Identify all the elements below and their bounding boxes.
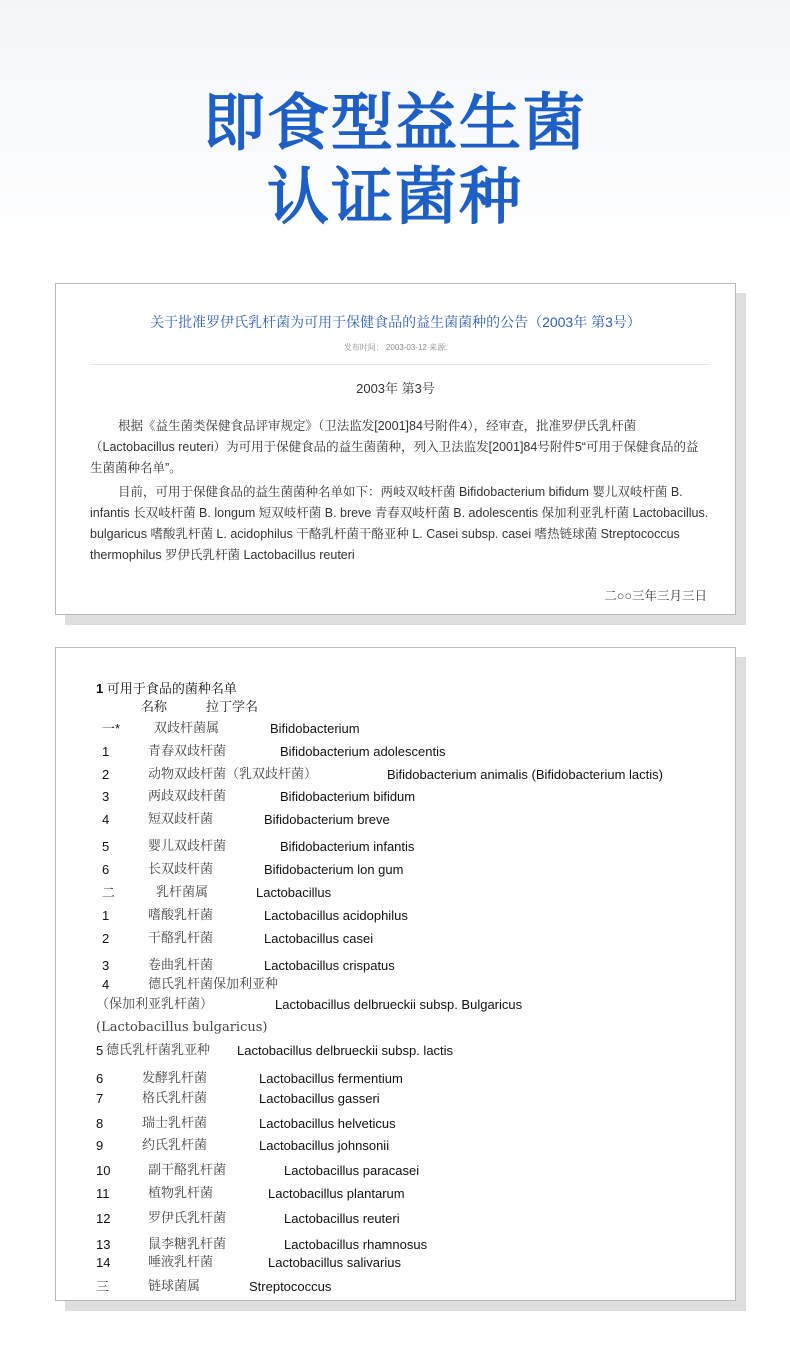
list-item <box>56 720 735 742</box>
list-item-number: 二 <box>102 885 116 900</box>
list-item-chinese-name: 动物双歧杆菌（乳双歧杆菌） <box>148 767 318 782</box>
list-item-chinese-name: （保加利亚乳杆菌） <box>96 997 214 1012</box>
list-item <box>56 1162 735 1184</box>
list-item <box>56 976 735 998</box>
list-item-number: 13 <box>96 1237 111 1252</box>
list-item <box>56 1090 735 1112</box>
list-item-number: 11 <box>96 1186 110 1201</box>
notice-meta: 发布时间： 2003-03-12 来源: <box>343 343 448 352</box>
list-item-chinese-name: 副干酪乳杆菌 <box>148 1163 227 1178</box>
list-item-latin-name: Bifidobacterium bifidum <box>280 789 416 804</box>
notice-number: 2003年 第3号 <box>356 381 435 396</box>
list-item <box>56 907 735 929</box>
list-item <box>56 1210 735 1232</box>
list-item-number: 10 <box>96 1163 111 1178</box>
list-item-latin-name: Lactobacillus delbrueckii subsp. lactis <box>237 1043 454 1058</box>
strain-list-card <box>55 647 736 1301</box>
list-item-chinese-name: 双歧杆菌属 <box>154 721 220 736</box>
list-item-chinese-name: 长双歧杆菌 <box>148 862 214 877</box>
list-item-number: 5 <box>102 839 110 854</box>
list-item-latin-name: Lactobacillus salivarius <box>268 1255 401 1270</box>
list-item-chinese-name: (Lactobacillus bulgaricus) <box>96 1020 268 1035</box>
list-title-text: 可用于食品的菌种名单 <box>103 681 237 696</box>
notice-date: 二○○三年三月三日 <box>604 589 707 603</box>
list-item-latin-name: Bifidobacterium adolescentis <box>280 744 446 759</box>
header-name: 名称 <box>141 699 168 714</box>
list-item <box>56 766 735 788</box>
list-item <box>56 1185 735 1207</box>
list-item-latin-name: Bifidobacterium breve <box>264 812 390 827</box>
list-item <box>56 930 735 952</box>
list-item-chinese-name: 德氏乳杆菌乳亚种 <box>106 1043 211 1058</box>
list-item-chinese-name: 德氏乳杆菌保加利亚种 <box>148 977 279 992</box>
list-item-number: 8 <box>96 1116 104 1131</box>
list-item-chinese-name: 格氏乳杆菌 <box>142 1091 208 1106</box>
list-item-chinese-name: 干酪乳杆菌 <box>148 931 214 946</box>
list-title-number: 1 <box>96 681 104 696</box>
hero-title-line2: 认证菌种 <box>266 160 523 233</box>
list-item-latin-name: Lactobacillus rhamnosus <box>284 1237 428 1252</box>
list-item <box>56 884 735 906</box>
list-item-latin-name: Lactobacillus casei <box>264 931 374 946</box>
list-item-chinese-name: 罗伊氏乳杆菌 <box>148 1211 227 1226</box>
list-item-number: 2 <box>102 931 110 946</box>
list-item-number: 14 <box>96 1255 111 1270</box>
hero-title-line1: 即食型益生菌 <box>202 86 587 159</box>
list-item <box>56 811 735 833</box>
list-item-latin-name: Lactobacillus paracasei <box>284 1163 420 1178</box>
list-item-number: 3 <box>102 789 110 804</box>
list-item <box>56 838 735 860</box>
list-item-latin-name: Lactobacillus helveticus <box>259 1116 396 1131</box>
list-item <box>56 1254 735 1276</box>
list-item-chinese-name: 嗜酸乳杆菌 <box>148 908 214 923</box>
notice-title[interactable]: 关于批准罗伊氏乳杆菌为可用于保健食品的益生菌菌种的公告（2003年 第3号） <box>150 314 641 330</box>
list-item <box>56 788 735 810</box>
list-item-number: 12 <box>96 1211 111 1226</box>
list-item-number: 9 <box>96 1138 104 1153</box>
list-item-number: 一* <box>102 721 121 736</box>
list-item-chinese-name: 乳杆菌属 <box>156 885 209 900</box>
header-latin: 拉丁学名 <box>206 699 259 714</box>
list-item-number: 4 <box>102 977 110 992</box>
notice-paragraph-2: 目前，可用于保健食品的益生菌菌种名单如下：两岐双岐杆菌 Bifidobacterium bifidum 婴儿双岐杆菌 B. infantis 长双岐杆菌 B. longum 短双岐杆菌 B. breve 青春双岐杆菌 B. adolescentis 保加利亚乳杆菌 Lactobacillus. bulgaricus 嗜酸乳杆菌 L. acidophilus 干酪乳杆菌干酪亚种 L. Casei subsp. casei 嗜热链球菌 Streptococcus thermophilus 罗伊氏乳杆菌 Lactobacillus reuteri <box>90 485 709 562</box>
list-item-chinese-name: 植物乳杆菌 <box>148 1186 214 1201</box>
list-item-chinese-name: 卷曲乳杆菌 <box>148 958 214 973</box>
list-item-chinese-name: 青春双歧杆菌 <box>148 744 227 759</box>
list-item <box>56 861 735 883</box>
list-item <box>56 1115 735 1137</box>
list-item-number: 三 <box>96 1279 110 1294</box>
list-item-chinese-name: 瑞士乳杆菌 <box>142 1116 208 1131</box>
divider <box>90 364 710 365</box>
list-item-chinese-name: 鼠李糖乳杆菌 <box>148 1237 227 1252</box>
list-item-latin-name: Lactobacillus <box>256 885 332 900</box>
list-item-number: 1 <box>102 908 110 923</box>
list-item-latin-name: Lactobacillus johnsonii <box>259 1138 390 1153</box>
list-item-chinese-name: 发酵乳杆菌 <box>142 1071 208 1086</box>
list-item-latin-name: Lactobacillus reuteri <box>284 1211 400 1226</box>
list-item-latin-name: Lactobacillus crispatus <box>264 958 395 973</box>
list-item-latin-name: Streptococcus <box>249 1279 332 1294</box>
list-item-number: 6 <box>102 862 110 877</box>
notice-paragraph-1: 根据《益生菌类保健食品评审规定》（卫法监发[2001]84号附件4），经审查，批准罗伊氏乳杆菌（Lactobacillus reuteri）为可用于保健食品的益生菌菌种，列入卫法监发[2001]84号附件5“可用于保健食品的益生菌菌种名单”。 <box>90 419 699 475</box>
list-item-latin-name: Bifidobacterium <box>270 721 360 736</box>
list-item-latin-name: Bifidobacterium infantis <box>280 839 415 854</box>
list-item-chinese-name: 短双歧杆菌 <box>148 812 214 827</box>
list-item-chinese-name: 唾液乳杆菌 <box>148 1255 214 1270</box>
list-item-chinese-name: 婴儿双歧杆菌 <box>148 839 227 854</box>
list-item <box>56 1137 735 1159</box>
list-item-latin-name: Lactobacillus acidophilus <box>264 908 408 923</box>
list-item-number: 6 <box>96 1071 104 1086</box>
list-item-latin-name: Lactobacillus gasseri <box>259 1091 380 1106</box>
list-item-number: 7 <box>96 1091 104 1106</box>
notice-card <box>55 283 736 615</box>
list-item-latin-name: Bifidobacterium lon gum <box>264 862 404 877</box>
list-item-number: 4 <box>102 812 110 827</box>
list-item-chinese-name: 约氏乳杆菌 <box>142 1138 208 1153</box>
list-item-latin-name: Bifidobacterium animalis (Bifidobacterium lactis) <box>387 767 663 782</box>
list-item-number: 3 <box>102 958 110 973</box>
list-item <box>56 996 735 1018</box>
list-item-number: 5 <box>96 1043 104 1058</box>
list-title <box>96 678 237 697</box>
list-item <box>56 1278 735 1300</box>
list-item-latin-name: Lactobacillus fermentium <box>259 1071 403 1086</box>
list-item-chinese-name: 链球菌属 <box>148 1279 201 1294</box>
list-item-number: 2 <box>102 767 110 782</box>
list-item-latin-name: Lactobacillus delbrueckii subsp. Bulgaricus <box>275 997 523 1012</box>
list-item-number: 1 <box>102 744 110 759</box>
list-item <box>56 1042 735 1064</box>
list-item <box>56 743 735 765</box>
list-item <box>56 1070 735 1092</box>
list-item-latin-name: Lactobacillus plantarum <box>268 1186 405 1201</box>
list-item <box>56 1019 735 1041</box>
list-item-chinese-name: 两歧双歧杆菌 <box>148 789 227 804</box>
hero-banner <box>0 0 790 260</box>
